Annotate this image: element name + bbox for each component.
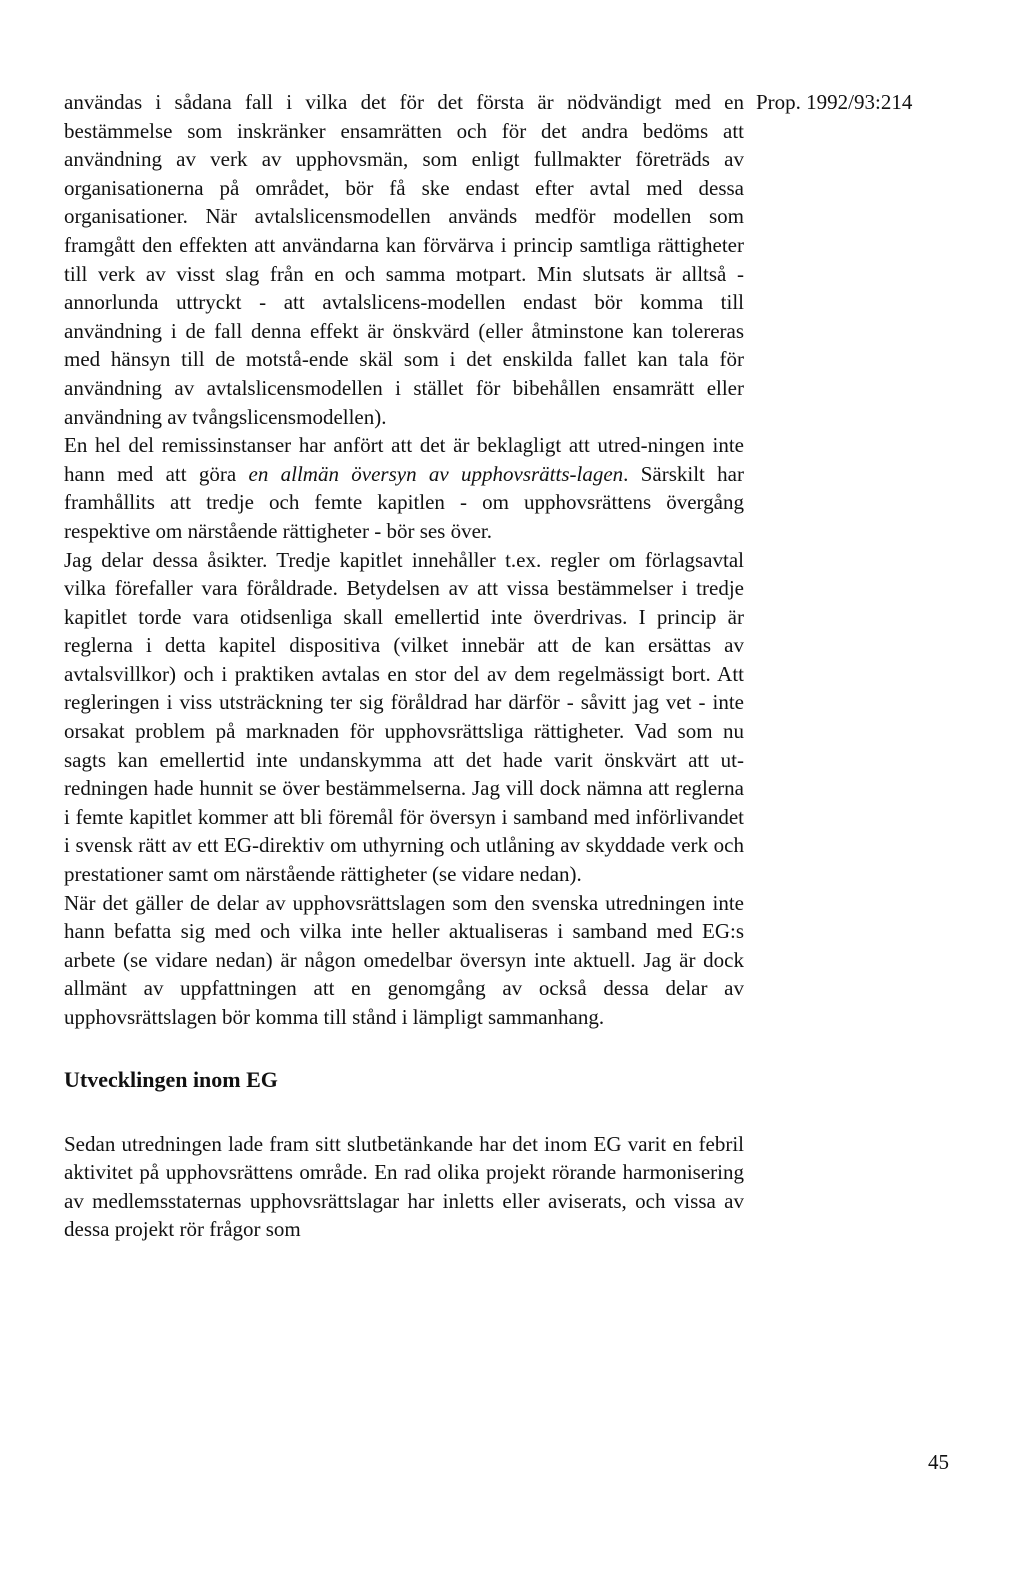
section-paragraph: Sedan utredningen lade fram sitt slutbetänkande har det inom EG varit en febril aktivitet på upphovsrättens område. En rad olika projekt rörande harmonisering av medlemsstaternas upphovsrättslagar har inletts eller aviserats, och vissa av dessa projekt rör frågor som bbox=[64, 1131, 744, 1242]
page-number: 45 bbox=[928, 1450, 949, 1474]
paragraph-2-emphasis: en allmän översyn av upphovsrätts-lagen bbox=[248, 461, 624, 486]
paragraph-2-before: En hel del remissinstanser har anfört att det är beklagligt att utred-ningen inte hann med att göra bbox=[64, 433, 744, 486]
paragraph-2 bbox=[64, 431, 744, 545]
paragraph-4: När det gäller de delar av upphovsrättslagen som den svenska utredningen inte hann befatta sig med och vilka inte heller aktualiseras i samband med EG:s arbete (se vidare nedan) är någon omedelbar översyn inte aktuell. Jag är dock allmänt av uppfattningen att en genomgång av också dessa delar av upphovsrättslagen bör komma till stånd i lämpligt sammanhang. bbox=[64, 890, 744, 1029]
paragraph-2-after: . Särskilt har framhållits att tredje och femte kapitlen - om upphovsrättens övergång respektive om närstående rättigheter - bör ses över. bbox=[64, 461, 744, 543]
paragraph-1: användas i sådana fall i vilka det för det första är nödvändigt med en bestämmelse som inskränker ensamrätten och för det andra bedöms att användning av verk av upphovsmän, som enligt fullmakter företräds av organisationerna på området, bör få ske endast efter avtal med dessa organisationer. När avtalslicensmodellen används medför modellen som framgått den effekten att användarna kan förvärva i princip samtliga rättigheter till verk av visst slag från en och samma motpart. Min slutsats är alltså - annorlunda uttryckt - att avtalslicens-modellen endast bör komma till användning i de fall denna effekt är önskvärd (eller åtminstone kan tolereras med hänsyn till de motstå-ende skäl som i det enskilda fallet kan tala för användning av avtalslicensmodellen i stället för bibehållen ensamrätt eller användning av tvångslicensmodellen). bbox=[64, 90, 744, 429]
body-text bbox=[64, 88, 744, 1244]
section-heading: Utvecklingen inom EG bbox=[64, 1066, 278, 1092]
paragraph-3: Jag delar dessa åsikter. Tredje kapitlet innehåller t.ex. regler om förlagsavtal vilka förefaller vara föråldrade. Betydelsen av att vissa bestämmelser i tredje kapitlet torde vara otidsenliga skall emellertid inte överdrivas. I princip är reglerna i detta kapitel dispositiva (vilket innebär att de kan ersättas av avtalsvillkor) och i praktiken avtalas en stor del av dem regelmässigt bort. Att regleringen i viss utsträckning ter sig föråldrad har därför - såvitt jag vet - inte orsakat problem på marknaden för upphovsrättsliga rättigheter. Vad som nu sagts kan emellertid inte undanskymma att det hade varit önskvärt att ut-redningen hade hunnit se över bestämmelserna. Jag vill dock nämna att reglerna i femte kapitlet kommer att bli föremål för översyn i samband med införlivandet i svensk rätt av ett EG-direktiv om uthyrning och utlåning av skyddade verk och prestationer samt om närstående rättigheter (se vidare nedan). bbox=[64, 547, 744, 887]
proposition-reference: Prop. 1992/93:214 bbox=[756, 90, 913, 114]
